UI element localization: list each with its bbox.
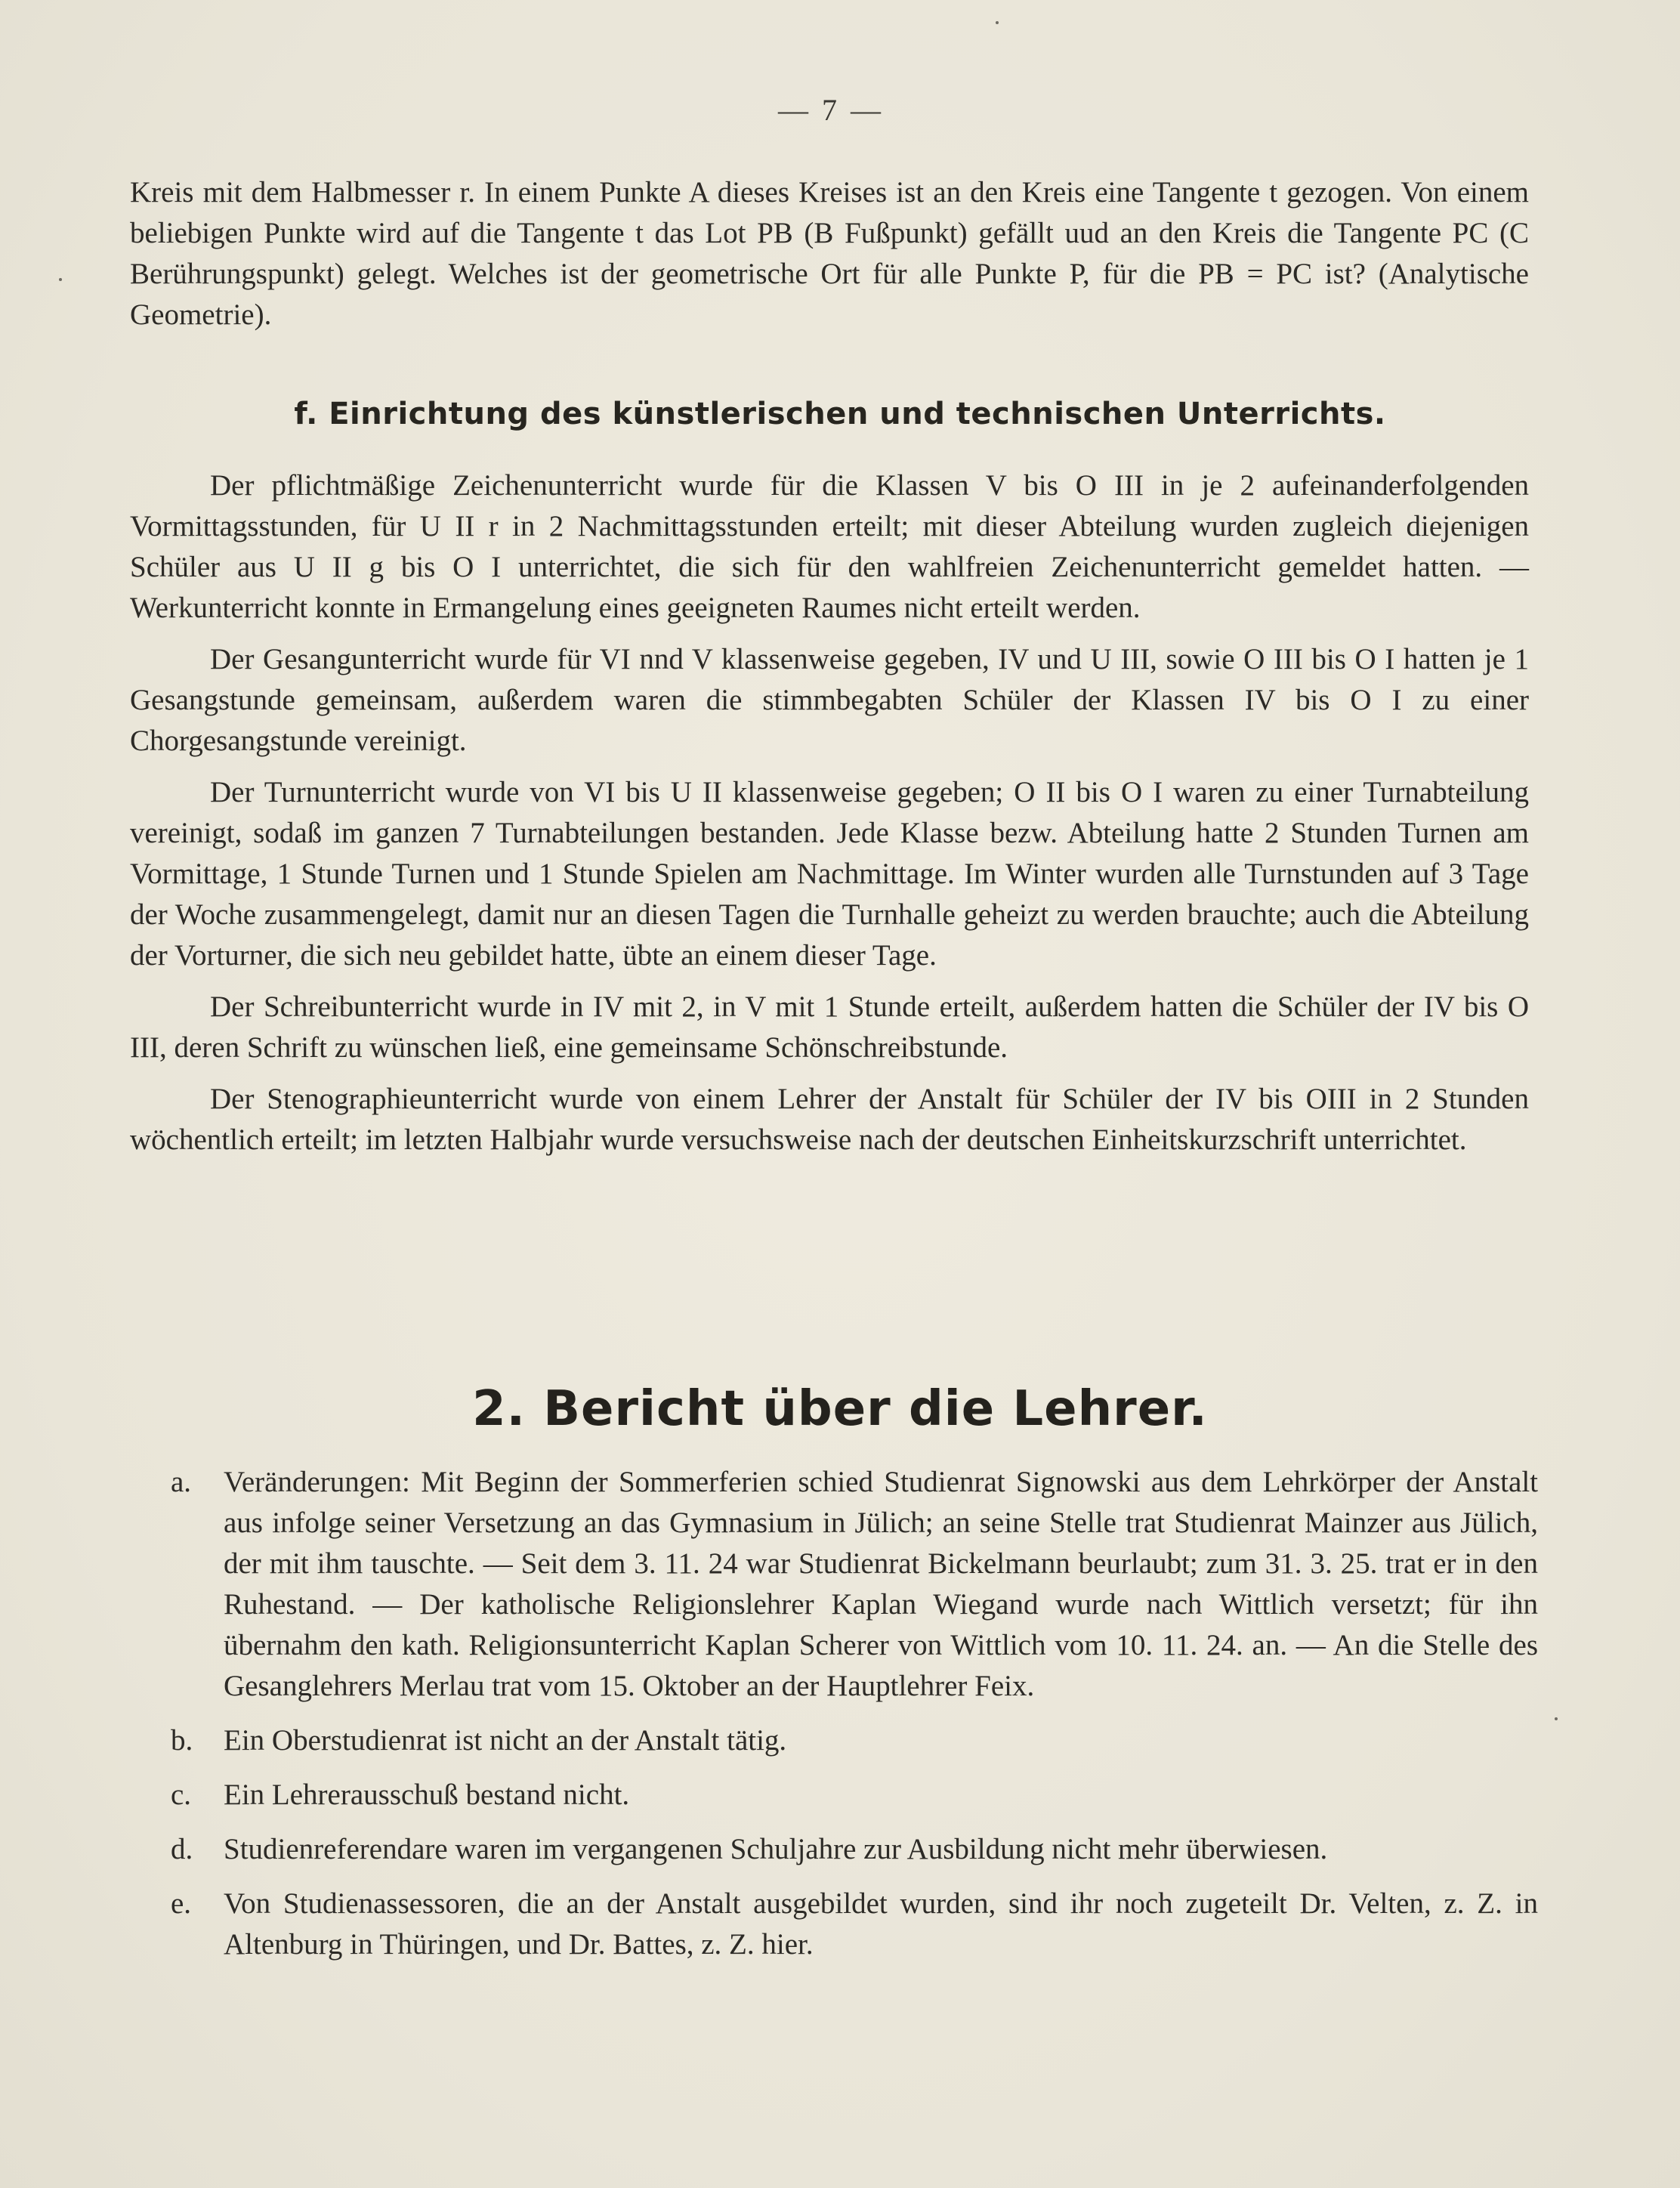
paragraph-stenography: Der Stenographieunterricht wurde von einem Lehrer der Anstalt für Schüler der IV bis OIII in 2 Stunden wöchentlich erteilt; im letzten Halbjahr wurde versuchsweise nach der deutschen Einheitskurzschrift unterrichtet. <box>130 1083 1529 1156</box>
list-item <box>171 1775 1538 1816</box>
paragraph-drawing: Der pflichtmäßige Zeichenunterricht wurde für die Klassen V bis O III in je 2 aufeinanderfolgenden Vormittagsstunden, für U II r in 2 Nachmittagsstunden erteilt; mit dieser Abteilung wurden zugleich diejenigen Schüler aus U II g bis O I unterrichtet, die sich für den wahlfreien Zeichenunterricht gemeldet hatten. — Werkunterricht konnte in Ermangelung eines geeigneten Raumes nicht erteilt werden. <box>130 469 1529 624</box>
list-item-text: Ein Lehrerausschuß bestand nicht. <box>224 1779 630 1811</box>
list-marker: e. <box>171 1887 192 1920</box>
list-marker: a. <box>171 1466 192 1498</box>
section-2-heading: 2. Bericht über die Lehrer. <box>472 1381 1208 1437</box>
paper-speck <box>59 278 62 281</box>
section-f-heading: f. Einrichtung des künstlerischen und technischen Unterrichts. <box>294 397 1386 431</box>
list-marker: c. <box>171 1779 192 1811</box>
paragraph-writing: Der Schreibunterricht wurde in IV mit 2, in V mit 1 Stunde erteilt, außerdem hatten die Schüler der IV bis O III, deren Schrift zu wünschen ließ, eine gemeinsame Schönschreibstunde. <box>130 990 1529 1064</box>
list-item-text: Von Studienassessoren, die an der Anstalt ausgebildet wurden, sind ihr noch zugeteilt Dr. Velten, z. Z. in Altenburg in Thüringen, und Dr. Battes, z. Z. hier. <box>224 1887 1538 1961</box>
paper-speck <box>996 21 999 24</box>
list-item-text: Studienreferendare waren im vergangenen Schuljahre zur Ausbildung nicht mehr überwiesen. <box>224 1833 1328 1865</box>
list-item <box>171 1462 1538 1707</box>
paper-speck <box>1555 1717 1558 1720</box>
paragraph-singing: Der Gesangunterricht wurde für VI nnd V klassenweise gegeben, IV und U III, sowie O III bis O I hatten je 1 Gesangstunde gemeinsam, außerdem waren die stimmbegabten Schüler der Klassen IV bis O I zu einer Chorgesangstunde vereinigt. <box>130 643 1529 757</box>
list-item <box>171 1884 1538 1965</box>
section-f-body <box>130 465 1529 1160</box>
page-number: — 7 — <box>778 93 884 127</box>
paragraph-gymnastics: Der Turnunterricht wurde von VI bis U II klassenweise gegeben; O II bis O I waren zu einer Turnabteilung vereinigt, sodaß im ganzen 7 Turnabteilungen bestanden. Jede Klasse bezw. Abteilung hatte 2 Stunden Turnen am Vormittage, 1 Stunde Turnen und 1 Stunde Spielen am Nachmittage. Im Winter wurden alle Turnstunden auf 3 Tage der Woche zusammengelegt, damit nur an diesen Tagen die Turnhalle geheizt zu werden brauchte; auch die Abteilung der Vorturner, die sich neu gebildet hatte, übte an einem dieser Tage. <box>130 776 1529 972</box>
list-item-text: Ein Oberstudienrat ist nicht an der Anstalt tätig. <box>224 1724 787 1757</box>
list-marker: d. <box>171 1833 193 1865</box>
list-item <box>171 1720 1538 1761</box>
teacher-report-list <box>171 1462 1538 1979</box>
intro-paragraph: Kreis mit dem Halbmesser r. In einem Punkte A dieses Kreises ist an den Kreis eine Tangente t gezogen. Von einem beliebigen Punkte wird auf die Tangente t das Lot PB (B Fußpunkt) gefällt uud an den Kreis die Tangente PC (C Berührungspunkt) gelegt. Welches ist der geometrische Ort für alle Punkte P, für die PB = PC ist? (Analytische Geometrie). <box>130 176 1529 331</box>
list-item-text: Veränderungen: Mit Beginn der Sommerferien schied Studienrat Signowski aus dem Lehrkörper der Anstalt aus infolge seiner Versetzung an das Gymnasium in Jülich; an seine Stelle trat Studienrat Mainzer aus Jülich, der mit ihm tauschte. — Seit dem 3. 11. 24 war Studienrat Bickelmann beurlaubt; zum 31. 3. 25. trat er in den Ruhestand. — Der katholische Religionslehrer Kaplan Wiegand wurde nach Wittlich versetzt; für ihn übernahm den kath. Religionsunterricht Kaplan Scherer von Wittlich vom 10. 11. 24. an. — An die Stelle des Gesanglehrers Merlau trat vom 15. Oktober an der Hauptlehrer Feix. <box>224 1466 1538 1702</box>
list-marker: b. <box>171 1724 193 1757</box>
intro-block <box>130 172 1529 335</box>
list-item <box>171 1829 1538 1870</box>
